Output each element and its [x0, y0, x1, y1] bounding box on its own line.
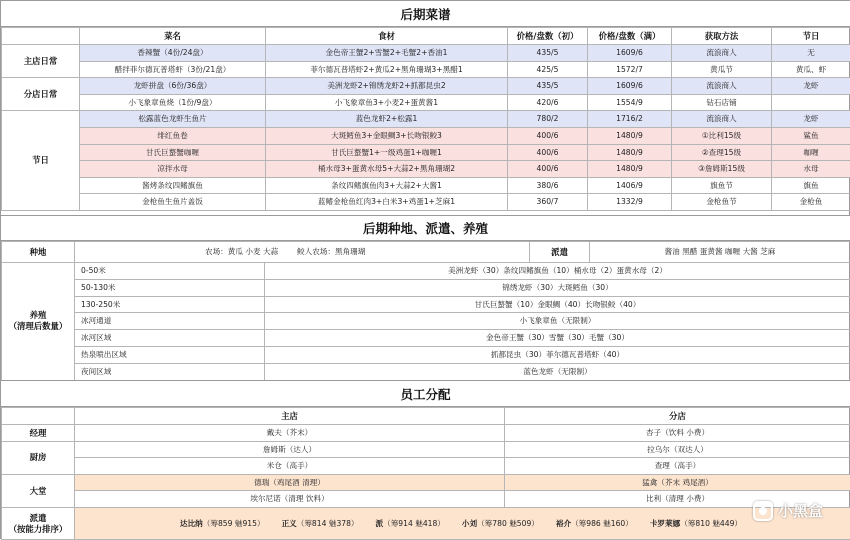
staff-main-cell: 埃尔尼诺（清理 饮料）: [75, 491, 505, 508]
dispatch-member-stats: （筹859 魅915）: [203, 519, 265, 528]
breeding-content: 金色帝王蟹（30）雪蟹（30）毛蟹（30）: [265, 330, 850, 347]
menu-cell-price-max: 1609/6: [588, 78, 672, 95]
section-title-farming: [1, 215, 850, 241]
menu-cell-obtain: ③詹姆斯15级: [672, 161, 772, 178]
dispatch-member: [282, 519, 359, 528]
farming-title-text: 后期种地、派遣、养殖: [363, 219, 488, 237]
menu-cell-price-init: 400/6: [508, 144, 588, 161]
menu-header-cell: 菜名: [80, 28, 266, 45]
breeding-label-main: 养殖: [4, 310, 72, 321]
breeding-content: 美洲龙虾（30）条纹四鳍旗鱼（10）桶水母（2）蛋黄水母（2）: [265, 263, 850, 280]
menu-header-cell: 价格/盘数（满）: [588, 28, 672, 45]
menu-cell-price-init: 380/6: [508, 177, 588, 194]
staff-dispatch-table: [1, 507, 850, 540]
staff-row: [2, 474, 850, 491]
breeding-content: 甘氏巨螯蟹（10）金眼鲷（40）长吻银鲛（40）: [265, 296, 850, 313]
menu-title-text: 后期菜谱: [400, 5, 450, 23]
dispatch-member-name: 派: [376, 519, 384, 528]
breeding-content: 抓都昆虫（30）菲尔德瓦普塔虾（40）: [265, 346, 850, 363]
staff-main-cell: 戴夫（芥末）: [75, 425, 505, 442]
staff-branch-cell: 杏子（饮料 小费）: [505, 425, 850, 442]
xiaoheihe-logo-icon: [753, 501, 773, 521]
menu-cell-price-max: 1480/9: [588, 127, 672, 144]
dispatch-member-name: 达比纳: [180, 519, 203, 528]
menu-group-label: 分店日常: [2, 78, 80, 111]
menu-row: [2, 45, 850, 62]
menu-table: [1, 27, 850, 211]
dispatch-member-stats: （筹914 魅418）: [383, 519, 445, 528]
reef-crops: 鲛人农场：黑角珊瑚: [297, 247, 365, 256]
menu-header-blank: [2, 28, 80, 45]
menu-group-label: 节日: [2, 111, 80, 211]
menu-cell-price-init: 400/6: [508, 161, 588, 178]
menu-cell-price-init: 425/5: [508, 61, 588, 78]
menu-header-row: [2, 28, 850, 45]
staff-header-branch: 分店: [505, 408, 850, 425]
dispatch-member-stats: （筹810 魅449）: [680, 519, 742, 528]
menu-cell-ingredients: 大斑鳕鱼3+金眼鲷3+长吻银鲛3: [266, 127, 508, 144]
staff-row: [2, 491, 850, 508]
menu-row: [2, 177, 850, 194]
menu-cell-price-init: 435/5: [508, 45, 588, 62]
menu-cell-dish: 香辣蟹（4份/24盘）: [80, 45, 266, 62]
menu-row: [2, 127, 850, 144]
breeding-zone: 热泉喷出区域: [75, 346, 265, 363]
menu-header-cell: 节日: [772, 28, 850, 45]
menu-cell-obtain: ①比利15级: [672, 127, 772, 144]
menu-cell-ingredients: 菲尔德瓦普塔虾2+黄瓜2+黑角珊瑚3+黑醋1: [266, 61, 508, 78]
menu-cell-price-init: 435/5: [508, 78, 588, 95]
breeding-row: [2, 363, 850, 380]
staff-role-label: 大堂: [2, 474, 75, 507]
staff-main-cell: 德瑞（鸡尾酒 清理）: [75, 474, 505, 491]
menu-cell-price-init: 780/2: [508, 111, 588, 128]
staff-branch-cell: 比利（清理 小费）: [505, 491, 850, 508]
breeding-zone: 50-130米: [75, 279, 265, 296]
menu-cell-festival: 旗鱼: [772, 177, 850, 194]
menu-cell-price-max: 1406/9: [588, 177, 672, 194]
menu-cell-ingredients: 桶水母3+蛋黄水母5+大蒜2+黑角珊瑚2: [266, 161, 508, 178]
dispatch-member: [650, 519, 742, 528]
menu-row: [2, 94, 850, 111]
dispatch-member-name: 裕介: [556, 519, 571, 528]
menu-cell-price-init: 400/6: [508, 127, 588, 144]
dispatch-member-name: 小刘: [462, 519, 477, 528]
staff-branch-cell: 猛禽（芥末 鸡尾酒）: [505, 474, 850, 491]
menu-cell-obtain: 流浪商人: [672, 111, 772, 128]
breeding-table: [1, 262, 850, 381]
staff-header-main: 主店: [75, 408, 505, 425]
menu-cell-obtain: 流浪商人: [672, 78, 772, 95]
staff-row: [2, 441, 850, 458]
breeding-row: [2, 279, 850, 296]
dispatch-member-name: 卡罗莱娜: [650, 519, 680, 528]
menu-cell-price-max: 1554/9: [588, 94, 672, 111]
planting-label: 种地: [2, 242, 75, 263]
staff-table: [1, 407, 850, 508]
dispatch-member-stats: （筹814 魅378）: [297, 519, 359, 528]
dispatch-member: [556, 519, 633, 528]
breeding-label: [2, 263, 75, 381]
menu-cell-ingredients: 蓝鳍金枪鱼红肉3+白米3+鸡蛋1+芝麻1: [266, 194, 508, 211]
planting-content: [75, 242, 530, 263]
menu-cell-obtain: 黄瓜节: [672, 61, 772, 78]
menu-cell-dish: 松露蓝色龙虾生鱼片: [80, 111, 266, 128]
staff-role-label: 厨房: [2, 441, 75, 474]
menu-cell-dish: 龙虾拼盘（6份/36盘）: [80, 78, 266, 95]
farm-crops: 农场：黄瓜 小麦 大蒜: [205, 247, 278, 256]
dispatch-member-stats: （筹986 魅160）: [571, 519, 633, 528]
menu-cell-ingredients: 甘氏巨螯蟹1+一级鸡蛋1+咖喱1: [266, 144, 508, 161]
breeding-row: [2, 296, 850, 313]
breeding-row: [2, 313, 850, 330]
menu-cell-price-max: 1609/6: [588, 45, 672, 62]
watermark: [753, 500, 823, 521]
dispatch-label: 派遣: [530, 242, 590, 263]
menu-cell-festival: 无: [772, 45, 850, 62]
menu-cell-ingredients: 蓝色龙虾2+松露1: [266, 111, 508, 128]
breeding-zone: 130-250米: [75, 296, 265, 313]
staff-dispatch-role: 派遣: [4, 513, 72, 524]
menu-header-cell: 食材: [266, 28, 508, 45]
menu-cell-ingredients: 条纹四鳍旗鱼肉3+大蒜2+大酱1: [266, 177, 508, 194]
menu-cell-price-max: 1480/9: [588, 161, 672, 178]
breeding-content: 蓝色龙虾（无限制）: [265, 363, 850, 380]
breeding-zone: 冰河通道: [75, 313, 265, 330]
dispatch-member-stats: （筹780 魅509）: [477, 519, 539, 528]
dispatch-member: [180, 519, 265, 528]
menu-cell-festival: [772, 94, 850, 111]
dispatch-member-name: 正义: [282, 519, 297, 528]
menu-cell-festival: 金枪鱼: [772, 194, 850, 211]
menu-cell-price-init: 420/6: [508, 94, 588, 111]
menu-cell-obtain: 流浪商人: [672, 45, 772, 62]
staff-header-blank: [2, 408, 75, 425]
menu-cell-ingredients: 小飞象章鱼3+小麦2+蛋黄酱1: [266, 94, 508, 111]
staff-row: [2, 458, 850, 475]
dispatch-member: [376, 519, 445, 528]
menu-cell-festival: 龙虾: [772, 111, 850, 128]
breeding-row: [2, 330, 850, 347]
menu-cell-dish: 绯红鱼卷: [80, 127, 266, 144]
staff-dispatch-label: [2, 508, 75, 540]
menu-row: [2, 61, 850, 78]
breeding-label-sub: （清理后数量）: [4, 321, 72, 332]
menu-row: [2, 194, 850, 211]
staff-main-cell: 詹姆斯（达人）: [75, 441, 505, 458]
menu-cell-obtain: 金枪鱼节: [672, 194, 772, 211]
staff-row: [2, 425, 850, 442]
breeding-content: 小飞象章鱼（无限制）: [265, 313, 850, 330]
menu-cell-price-max: 1480/9: [588, 144, 672, 161]
planting-row: [2, 242, 850, 263]
menu-cell-price-max: 1572/7: [588, 61, 672, 78]
menu-header-cell: 价格/盘数（初）: [508, 28, 588, 45]
menu-header-cell: 获取方法: [672, 28, 772, 45]
staff-main-cell: 米仓（高手）: [75, 458, 505, 475]
dispatch-member: [462, 519, 539, 528]
staff-dispatch-row: [2, 508, 850, 540]
menu-cell-dish: 酱烤条纹四鳍旗鱼: [80, 177, 266, 194]
menu-cell-festival: 黄瓜、虾: [772, 61, 850, 78]
dispatch-items: 酱油 黑醋 蛋黄酱 咖喱 大酱 芝麻: [590, 242, 850, 263]
menu-cell-dish: 金枪鱼生鱼片盖饭: [80, 194, 266, 211]
menu-cell-dish: 小飞象章鱼烧（1份/9盘）: [80, 94, 266, 111]
menu-cell-ingredients: 美洲龙虾2+锦绣龙虾2+抓都昆虫2: [266, 78, 508, 95]
menu-cell-festival: 龙虾: [772, 78, 850, 95]
watermark-text: 小黑盒: [778, 500, 823, 521]
menu-cell-dish: 凉拌水母: [80, 161, 266, 178]
menu-row: [2, 78, 850, 95]
staff-branch-cell: 拉乌尔（双达人）: [505, 441, 850, 458]
menu-cell-price-max: 1332/9: [588, 194, 672, 211]
menu-group-label: 主店日常: [2, 45, 80, 78]
planting-table: [1, 241, 850, 263]
breeding-row: [2, 263, 850, 280]
breeding-row: [2, 346, 850, 363]
staff-title-text: 员工分配: [400, 385, 450, 403]
menu-row: [2, 144, 850, 161]
menu-row: [2, 111, 850, 128]
menu-cell-price-max: 1716/2: [588, 111, 672, 128]
menu-cell-dish: 醋拌菲尔德瓦普塔虾（3份/21盘）: [80, 61, 266, 78]
staff-header-row: [2, 408, 850, 425]
staff-dispatch-list: [75, 508, 850, 540]
staff-dispatch-sub: （按能力排序）: [4, 524, 72, 535]
menu-cell-obtain: 旗鱼节: [672, 177, 772, 194]
menu-cell-festival: 咖喱: [772, 144, 850, 161]
breeding-content: 锦绣龙虾（30）大斑鳕鱼（30）: [265, 279, 850, 296]
staff-role-label: 经理: [2, 425, 75, 442]
breeding-zone: 0-50米: [75, 263, 265, 280]
menu-cell-price-init: 360/7: [508, 194, 588, 211]
section-title-menu: [1, 0, 850, 27]
breeding-zone: 冰河区域: [75, 330, 265, 347]
staff-branch-cell: 查理（高手）: [505, 458, 850, 475]
menu-cell-dish: 甘氏巨螯蟹咖喱: [80, 144, 266, 161]
menu-cell-obtain: ②查理15级: [672, 144, 772, 161]
menu-cell-obtain: 钻石店铺: [672, 94, 772, 111]
section-title-staff: [1, 380, 850, 407]
menu-cell-festival: 鲨鱼: [772, 127, 850, 144]
breeding-zone: 夜间区域: [75, 363, 265, 380]
menu-cell-ingredients: 金色帝王蟹2+雪蟹2+毛蟹2+香油1: [266, 45, 508, 62]
menu-cell-festival: 水母: [772, 161, 850, 178]
menu-row: [2, 161, 850, 178]
